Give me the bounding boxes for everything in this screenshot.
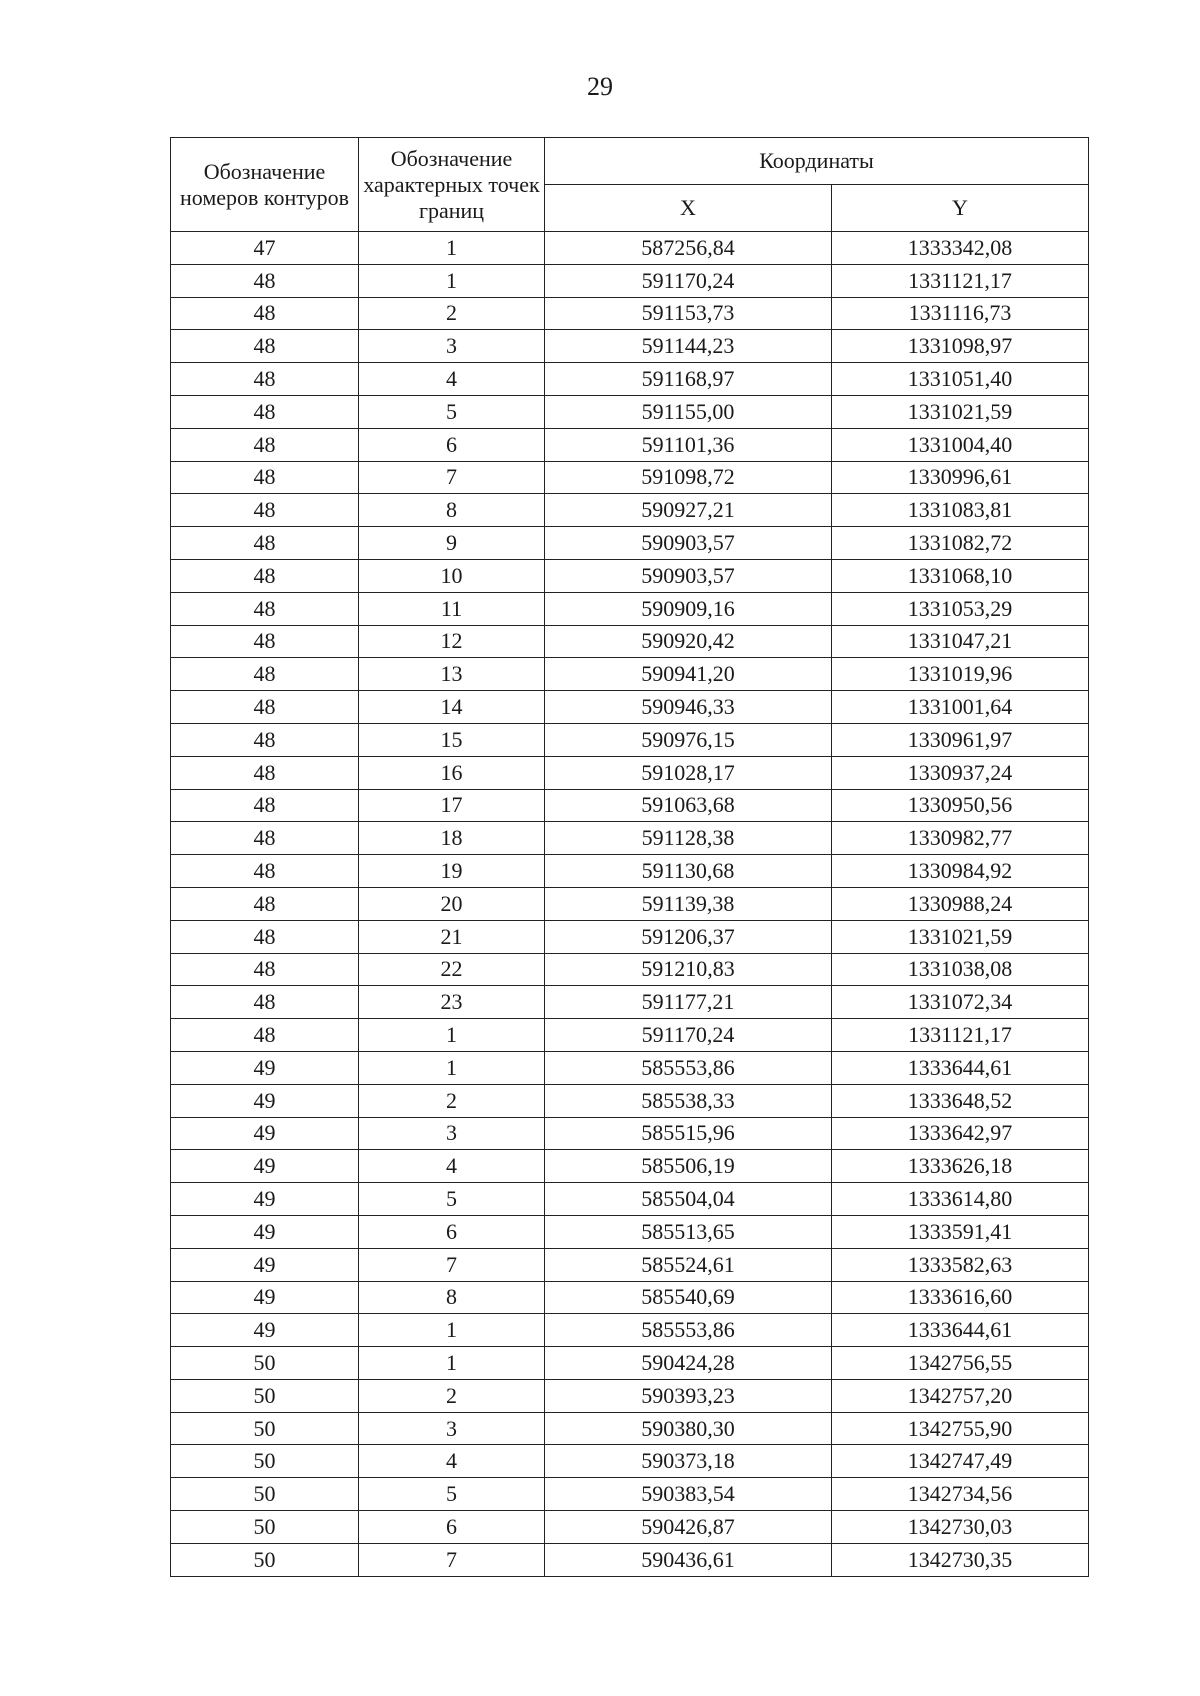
x-coordinate-cell: 590373,18 [545,1445,832,1478]
table-row [171,1084,1089,1117]
y-coordinate-cell: 1331004,40 [832,428,1089,461]
y-coordinate-cell: 1331121,17 [832,264,1089,297]
y-coordinate-cell: 1333644,61 [832,1051,1089,1084]
table-row [171,1347,1089,1380]
table-row [171,527,1089,560]
contour-number-cell: 48 [171,986,359,1019]
contour-number-cell: 49 [171,1117,359,1150]
point-number-cell: 13 [359,658,545,691]
y-coordinate-cell: 1331121,17 [832,1019,1089,1052]
point-number-cell: 2 [359,1084,545,1117]
contour-number-cell: 49 [171,1215,359,1248]
contour-number-cell: 48 [171,527,359,560]
table-row [171,953,1089,986]
table-row [171,232,1089,265]
contour-number-cell: 49 [171,1281,359,1314]
contour-number-cell: 48 [171,559,359,592]
contour-number-cell: 48 [171,592,359,625]
y-coordinate-cell: 1333626,18 [832,1150,1089,1183]
contour-number-cell: 47 [171,232,359,265]
contour-number-cell: 48 [171,395,359,428]
table-row [171,789,1089,822]
y-coordinate-cell: 1333616,60 [832,1281,1089,1314]
page-number: 29 [587,72,613,101]
point-number-cell: 1 [359,1051,545,1084]
x-coordinate-cell: 591098,72 [545,461,832,494]
x-coordinate-cell: 591101,36 [545,428,832,461]
point-number-cell: 4 [359,1445,545,1478]
point-number-cell: 14 [359,691,545,724]
contour-number-cell: 48 [171,330,359,363]
x-coordinate-cell: 585524,61 [545,1248,832,1281]
y-coordinate-cell: 1342730,35 [832,1543,1089,1576]
point-number-cell: 18 [359,822,545,855]
x-coordinate-cell: 587256,84 [545,232,832,265]
y-coordinate-cell: 1333642,97 [832,1117,1089,1150]
x-coordinate-cell: 590927,21 [545,494,832,527]
y-coordinate-cell: 1331082,72 [832,527,1089,560]
point-number-cell: 6 [359,428,545,461]
contour-number-cell: 49 [171,1183,359,1216]
x-coordinate-cell: 590424,28 [545,1347,832,1380]
point-number-cell: 3 [359,1412,545,1445]
point-number-cell: 8 [359,1281,545,1314]
y-coordinate-cell: 1331098,97 [832,330,1089,363]
y-coordinate-cell: 1331021,59 [832,395,1089,428]
contour-number-header: Обозначение номеров контуров [171,138,359,232]
boundary-point-header: Обозначение характерных точек границ [359,138,545,232]
table-row [171,1150,1089,1183]
x-coordinate-cell: 590426,87 [545,1511,832,1544]
point-number-cell: 10 [359,559,545,592]
point-number-cell: 20 [359,887,545,920]
x-coordinate-cell: 585506,19 [545,1150,832,1183]
contour-number-cell: 48 [171,953,359,986]
point-number-cell: 1 [359,1314,545,1347]
table-row [171,920,1089,953]
y-coordinate-cell: 1342757,20 [832,1379,1089,1412]
table-row [171,1019,1089,1052]
contour-number-cell: 48 [171,658,359,691]
x-coordinate-cell: 590393,23 [545,1379,832,1412]
table-row [171,1183,1089,1216]
x-coordinate-cell: 585504,04 [545,1183,832,1216]
contour-number-cell: 49 [171,1150,359,1183]
point-number-cell: 19 [359,855,545,888]
table-row [171,461,1089,494]
point-number-cell: 1 [359,1347,545,1380]
table-row [171,855,1089,888]
x-coordinate-cell: 591063,68 [545,789,832,822]
point-number-cell: 2 [359,297,545,330]
x-coordinate-cell: 591170,24 [545,264,832,297]
x-coordinate-cell: 585553,86 [545,1051,832,1084]
y-coordinate-cell: 1331047,21 [832,625,1089,658]
table-row [171,1412,1089,1445]
x-coordinate-cell: 585515,96 [545,1117,832,1150]
point-number-cell: 1 [359,264,545,297]
point-number-cell: 5 [359,395,545,428]
point-number-cell: 17 [359,789,545,822]
point-number-cell: 21 [359,920,545,953]
y-coordinate-cell: 1331051,40 [832,363,1089,396]
point-number-cell: 2 [359,1379,545,1412]
x-coordinate-cell: 591144,23 [545,330,832,363]
table-row [171,297,1089,330]
x-coordinate-cell: 585513,65 [545,1215,832,1248]
x-coordinate-cell: 591028,17 [545,756,832,789]
point-number-cell: 1 [359,1019,545,1052]
x-coordinate-cell: 590903,57 [545,527,832,560]
coordinates-header: Координаты [545,138,1089,185]
table-row [171,428,1089,461]
contour-number-cell: 50 [171,1379,359,1412]
y-coordinate-cell: 1331072,34 [832,986,1089,1019]
table-row [171,723,1089,756]
contour-number-cell: 49 [171,1084,359,1117]
table-row [171,1543,1089,1576]
contour-number-cell: 48 [171,723,359,756]
table-row [171,691,1089,724]
table-row [171,1051,1089,1084]
x-coordinate-cell: 591155,00 [545,395,832,428]
x-coordinate-cell: 591168,97 [545,363,832,396]
y-coordinate-cell: 1331019,96 [832,658,1089,691]
table-body [171,232,1089,1577]
contour-number-cell: 48 [171,691,359,724]
x-coordinate-cell: 590909,16 [545,592,832,625]
contour-number-cell: 48 [171,363,359,396]
table-row [171,1215,1089,1248]
contour-number-cell: 50 [171,1511,359,1544]
contour-number-cell: 48 [171,494,359,527]
point-number-cell: 1 [359,232,545,265]
y-coordinate-cell: 1342756,55 [832,1347,1089,1380]
point-number-cell: 3 [359,330,545,363]
table-row [171,1379,1089,1412]
table-row [171,592,1089,625]
x-column-header: X [545,185,832,232]
x-coordinate-cell: 591130,68 [545,855,832,888]
contour-number-cell: 50 [171,1445,359,1478]
table-header [171,138,1089,232]
y-coordinate-cell: 1333582,63 [832,1248,1089,1281]
contour-number-cell: 48 [171,756,359,789]
y-coordinate-cell: 1330996,61 [832,461,1089,494]
table-row [171,1445,1089,1478]
table-row [171,559,1089,592]
table-row [171,822,1089,855]
contour-number-cell: 48 [171,264,359,297]
contour-number-cell: 48 [171,461,359,494]
table-row [171,1511,1089,1544]
point-number-cell: 7 [359,461,545,494]
point-number-cell: 23 [359,986,545,1019]
y-coordinate-cell: 1331021,59 [832,920,1089,953]
x-coordinate-cell: 590380,30 [545,1412,832,1445]
point-number-cell: 7 [359,1543,545,1576]
x-coordinate-cell: 591170,24 [545,1019,832,1052]
y-coordinate-cell: 1330984,92 [832,855,1089,888]
contour-number-cell: 48 [171,1019,359,1052]
x-coordinate-cell: 590920,42 [545,625,832,658]
x-coordinate-cell: 591206,37 [545,920,832,953]
contour-number-cell: 48 [171,297,359,330]
y-coordinate-cell: 1333614,80 [832,1183,1089,1216]
contour-number-cell: 50 [171,1347,359,1380]
table-row [171,1314,1089,1347]
contour-number-cell: 49 [171,1248,359,1281]
table-row [171,1117,1089,1150]
table-row [171,1281,1089,1314]
y-coordinate-cell: 1342730,03 [832,1511,1089,1544]
y-column-header: Y [832,185,1089,232]
x-coordinate-cell: 585538,33 [545,1084,832,1117]
contour-number-cell: 50 [171,1543,359,1576]
point-number-cell: 5 [359,1478,545,1511]
x-coordinate-cell: 591177,21 [545,986,832,1019]
x-coordinate-cell: 590941,20 [545,658,832,691]
contour-number-cell: 48 [171,428,359,461]
x-coordinate-cell: 591210,83 [545,953,832,986]
contour-number-cell: 49 [171,1314,359,1347]
table-row [171,986,1089,1019]
y-coordinate-cell: 1331116,73 [832,297,1089,330]
contour-number-cell: 49 [171,1051,359,1084]
contour-number-cell: 48 [171,625,359,658]
x-coordinate-cell: 585553,86 [545,1314,832,1347]
table-row [171,264,1089,297]
x-coordinate-cell: 591139,38 [545,887,832,920]
point-number-cell: 15 [359,723,545,756]
table-row [171,395,1089,428]
x-coordinate-cell: 590383,54 [545,1478,832,1511]
point-number-cell: 6 [359,1215,545,1248]
x-coordinate-cell: 591153,73 [545,297,832,330]
point-number-cell: 12 [359,625,545,658]
table-row [171,756,1089,789]
contour-number-cell: 48 [171,887,359,920]
y-coordinate-cell: 1330937,24 [832,756,1089,789]
y-coordinate-cell: 1331001,64 [832,691,1089,724]
y-coordinate-cell: 1333591,41 [832,1215,1089,1248]
contour-number-cell: 48 [171,789,359,822]
contour-number-cell: 50 [171,1412,359,1445]
contour-number-cell: 50 [171,1478,359,1511]
table-row [171,330,1089,363]
point-number-cell: 8 [359,494,545,527]
contour-number-cell: 48 [171,855,359,888]
x-coordinate-cell: 591128,38 [545,822,832,855]
y-coordinate-cell: 1331038,08 [832,953,1089,986]
point-number-cell: 3 [359,1117,545,1150]
y-coordinate-cell: 1331068,10 [832,559,1089,592]
coordinates-table [170,137,1089,1577]
point-number-cell: 4 [359,1150,545,1183]
point-number-cell: 16 [359,756,545,789]
table-row [171,1248,1089,1281]
table-row [171,1478,1089,1511]
point-number-cell: 22 [359,953,545,986]
y-coordinate-cell: 1330988,24 [832,887,1089,920]
table-row [171,625,1089,658]
point-number-cell: 4 [359,363,545,396]
y-coordinate-cell: 1342747,49 [832,1445,1089,1478]
x-coordinate-cell: 590946,33 [545,691,832,724]
y-coordinate-cell: 1333644,61 [832,1314,1089,1347]
y-coordinate-cell: 1342755,90 [832,1412,1089,1445]
contour-number-cell: 48 [171,920,359,953]
y-coordinate-cell: 1342734,56 [832,1478,1089,1511]
y-coordinate-cell: 1333648,52 [832,1084,1089,1117]
x-coordinate-cell: 590436,61 [545,1543,832,1576]
table-row [171,363,1089,396]
y-coordinate-cell: 1333342,08 [832,232,1089,265]
x-coordinate-cell: 585540,69 [545,1281,832,1314]
y-coordinate-cell: 1330961,97 [832,723,1089,756]
y-coordinate-cell: 1331083,81 [832,494,1089,527]
point-number-cell: 9 [359,527,545,560]
y-coordinate-cell: 1331053,29 [832,592,1089,625]
y-coordinate-cell: 1330982,77 [832,822,1089,855]
table-row [171,887,1089,920]
table-row [171,494,1089,527]
point-number-cell: 11 [359,592,545,625]
x-coordinate-cell: 590976,15 [545,723,832,756]
y-coordinate-cell: 1330950,56 [832,789,1089,822]
point-number-cell: 6 [359,1511,545,1544]
point-number-cell: 5 [359,1183,545,1216]
x-coordinate-cell: 590903,57 [545,559,832,592]
point-number-cell: 7 [359,1248,545,1281]
table-row [171,658,1089,691]
contour-number-cell: 48 [171,822,359,855]
